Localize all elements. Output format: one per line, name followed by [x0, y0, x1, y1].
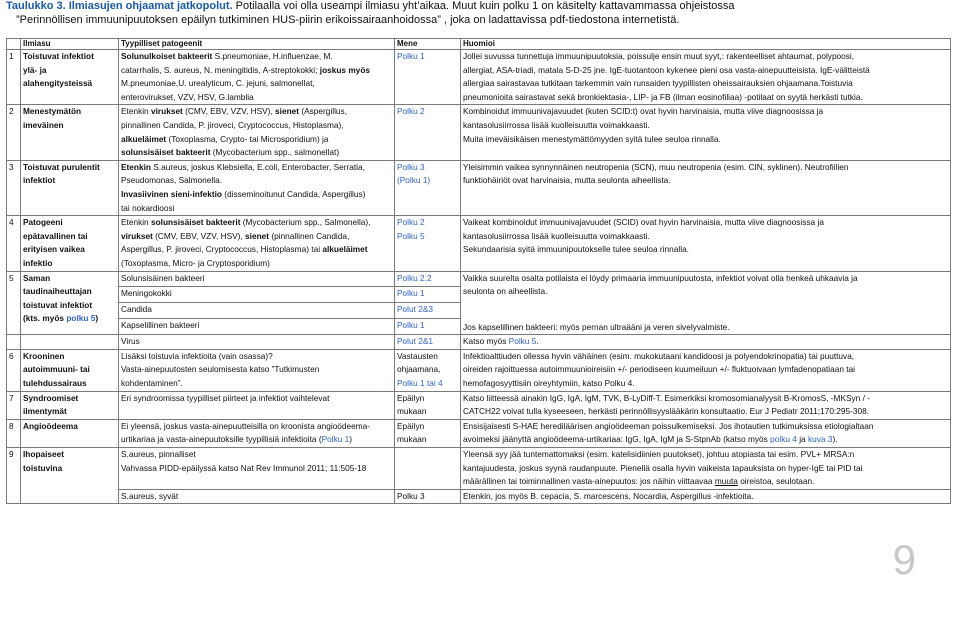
- pat-text: Etenkin: [121, 106, 149, 117]
- ilmiasu-line: epätavallinen tai: [23, 230, 88, 241]
- paths-table: [6, 38, 951, 504]
- pat-text: urtikariaa ja vasta-ainepuutoksille tyypillisiä infektioita (: [121, 434, 322, 445]
- row-patogeenit: [119, 50, 395, 105]
- row-ilmiasu: [21, 391, 119, 419]
- ilmiasu-line: Ihopaiseet: [23, 449, 65, 460]
- row-patogeenit: [119, 349, 395, 391]
- row-huomioi: [461, 391, 951, 419]
- sub-mene: [395, 271, 461, 287]
- pat-bold: virukset: [121, 230, 153, 241]
- sub-mene: [395, 319, 461, 335]
- pat-bold: sienet: [272, 106, 300, 117]
- polku-link[interactable]: Polku 1: [397, 320, 425, 331]
- pat-text: Lisäksi toistuvia infektioita (vain osassa)?: [121, 350, 273, 361]
- row-patogeenit: Eri syndroomissa tyypilliset piirteet ja infektiot vaihtelevat: [119, 391, 395, 419]
- pat-text: (Aspergillus,: [299, 106, 348, 117]
- ilmiasu-line: ilmentymät: [23, 406, 67, 417]
- ilmiasu-line: taudinaiheuttajan: [23, 286, 92, 297]
- mene-text: Vastausten: [397, 350, 438, 361]
- huom-line: Yleensä syy jää tuntemattomaksi (esim. katelisidiinien puutokset), johtuu atopiasta tai esim. PVL+ MRSA:n: [463, 449, 855, 460]
- sub-mene: [395, 335, 461, 350]
- huom-line: Jos kapselillinen bakteeri: myös pernan ultraääni ja veren sivelyvalmiste.: [463, 321, 730, 332]
- table-row: [7, 160, 951, 215]
- polku-link[interactable]: Polku 3: [397, 161, 425, 172]
- ilmiasu-line: infektio: [23, 257, 53, 268]
- sub-patogeeni: Candida: [119, 303, 395, 319]
- row-huomioi: [461, 448, 951, 490]
- row-patogeenit: [119, 448, 395, 490]
- row-number: 3: [7, 160, 21, 215]
- ilmiasu-line: toistuvat infektiot: [23, 299, 93, 310]
- header-ilmiasu: Ilmiasu: [21, 39, 119, 50]
- pat-text: S.aureus, joskus Klebsiella, E.coli, Enterobacter, Serratia,: [150, 161, 365, 172]
- page-number: 9: [892, 536, 916, 583]
- row-number: 6: [7, 349, 21, 391]
- header-huomioi: Huomioi: [461, 39, 951, 50]
- sub-mene: [395, 303, 461, 319]
- pat-bold: alkueläimet: [320, 244, 368, 255]
- row-ilmiasu: [21, 271, 119, 335]
- polku-link[interactable]: Polku 2.2: [397, 272, 432, 283]
- pat-text: (CMV, EBV, VZV, HSV),: [182, 106, 273, 117]
- ilmiasu-line: ): [95, 313, 99, 324]
- row-huomioi: Etenkin, jos myös B. cepacia, S. marcescens, Nocardia, Aspergillus -infektioita.: [461, 489, 951, 504]
- ilmiasu-line: (kts. myös: [23, 313, 65, 324]
- mene-text: mukaan: [397, 434, 427, 445]
- row-number: 2: [7, 105, 21, 160]
- pat-bold: Etenkin: [121, 161, 151, 172]
- pat-text: (pinnallinen Candida,: [269, 230, 350, 241]
- header-mene: Mene: [395, 39, 461, 50]
- sub-patogeeni: S.aureus, syvät: [119, 489, 395, 504]
- table-row: [7, 489, 951, 504]
- row-mene: [395, 50, 461, 105]
- row-ilmiasu: [21, 160, 119, 215]
- huom-line: oireiden rajoittuessa autoimmuunioireisiin +/- periodiseen kuumeiluun +/- fluktuoivaan lymfadenopatiaan tai: [463, 364, 856, 375]
- row-mene: [395, 419, 461, 447]
- row-ilmiasu-spacer: [21, 335, 119, 350]
- row-mene: [395, 349, 461, 391]
- sub-patogeeni: Meningokokki: [119, 287, 395, 303]
- polku-link[interactable]: Polku 5: [508, 336, 537, 347]
- pat-bold: Invasiivinen sieni-infektio: [121, 188, 222, 199]
- pat-text: S.aureus, pinnalliset: [121, 449, 196, 460]
- pat-text: Vasta-ainepuutosten seulomisesta katso ”Tutkimusten: [121, 364, 320, 375]
- pat-bold: Solunulkoiset bakteerit: [121, 51, 213, 61]
- pat-text: enterovirukset, VZV, HSV, G.lamblia: [121, 91, 254, 102]
- huom-line: Ensisijaisesti S-HAE herediläärisen angioödeeman poissulkemiseksi. Jos ihotautien tutkimuksissa etiologialtaan: [463, 420, 874, 431]
- pat-bold: virukset: [148, 106, 183, 117]
- intro-line-2: ”Perinnöllisen immuunipuutoksen epäilyn tutkiminen HUS-piirin erikoissairaanhoidossa” , joka on ladattavissa pdf-tiedostona internetistä.: [16, 14, 680, 26]
- pat-text: (CMV, EBV, VZV, HSV),: [152, 230, 243, 241]
- row-ilmiasu: [21, 419, 119, 447]
- ilmiasu-line: Menestymätön: [23, 106, 82, 117]
- ilmiasu-line: Syndroomiset: [23, 392, 79, 403]
- huom-line: määrällinen tai toiminnallinen vasta-ainepuutos: jos näihin viittaavaa: [463, 476, 713, 487]
- polku-link[interactable]: Polku 2: [397, 106, 425, 117]
- sub-patogeeni: Virus: [119, 335, 395, 350]
- pat-bold: alkueläimet: [121, 133, 167, 144]
- pat-text: Pseudomonas, Salmonella.: [121, 175, 223, 186]
- row-ilmiasu: [21, 216, 119, 271]
- table-row: [7, 391, 951, 419]
- huom-line: CATCH22 voivat tulla kyseeseen, herkästi perinnöllisyyslääkärin konsultaatio. Eur J Pediatr 2011;170:295-308.: [463, 406, 869, 417]
- row-huomioi: [461, 349, 951, 391]
- table-row: [7, 335, 951, 350]
- ilmiasu-line: ylä- ja: [23, 64, 47, 75]
- huom-underlined: muuta: [714, 476, 738, 487]
- row-huomioi: [461, 271, 951, 335]
- pat-text: Ei yleensä, joskus vasta-ainepuutteisilla on kroonista angioödeema-: [121, 420, 371, 431]
- pat-text: S.pneumoniae, H.influenzae, M.: [212, 51, 333, 61]
- pat-bold: sienet: [242, 230, 270, 241]
- table-title: [6, 0, 735, 13]
- huom-line: Jollei suvussa tunnettuja immuunipuutoksia, poissulje ensin muut syyt,: rakenteelliset ahtaumat, polypoosi,: [463, 51, 855, 61]
- huom-line: kantasolusiirrossa lisää kuolleisuutta voimakkaasti.: [463, 230, 650, 241]
- huom-line: .: [536, 336, 539, 347]
- huom-line: Vaikka suurelta osalta potilaista ei löydy primaaria immuunipuutosta, infektiot voivat olla henkeä uhkaavia ja: [463, 272, 858, 283]
- sub-patogeeni: Kapselillinen bakteeri: [119, 319, 395, 335]
- huom-line: Katso liitteessä ainakin IgG, IgA, IgM, TVK, B-LyDiff-T. Esimerkiksi kromosomianalyysit B-KromosS, -MKSyn / -: [463, 392, 870, 403]
- row-ilmiasu: [21, 50, 119, 105]
- mene-text: ohjaamana,: [397, 364, 441, 375]
- row-patogeenit: [119, 419, 395, 447]
- row-patogeenit: [119, 216, 395, 271]
- ilmiasu-line: Angioödeema: [23, 420, 78, 431]
- polku-link[interactable]: Polut 2&3: [397, 304, 433, 315]
- sub-mene: Polku 3: [395, 489, 461, 504]
- ilmiasu-line: imeväinen: [23, 119, 64, 130]
- row-huomioi: [461, 160, 951, 215]
- huom-line: allergiaa sairastavaa tutkitaan tarkemmin vain runsaiden tyypillisten oheissairauksien ohjaamana.Toistuvia: [463, 78, 853, 89]
- pat-text: (Toxoplasma, Crypto- tai Microsporidium) ja: [166, 133, 329, 144]
- sub-patogeeni: Solunsisäinen bakteeri: [119, 271, 395, 287]
- ilmiasu-line: infektiot: [23, 175, 56, 186]
- table-title-rest: Potilaalla voi olla useampi ilmiasu yht’aikaa. Muut kuin polku 1 on käsitelty kattavammassa ohjeistossa: [232, 0, 735, 12]
- pat-text: ): [349, 434, 353, 445]
- row-huomioi: [461, 335, 951, 350]
- table-row: [7, 105, 951, 160]
- pat-text: Etenkin: [121, 217, 149, 228]
- pat-text: Vahvassa PIDD-epäilyssä katso Nat Rev Immunol 2011; 11:505-18: [121, 462, 367, 473]
- pat-text: (Mycobacterium spp., Salmonella),: [240, 217, 371, 228]
- polku-link[interactable]: Polut 2&1: [397, 336, 433, 347]
- mene-text: mukaan: [397, 406, 427, 417]
- intro-text: [6, 13, 679, 27]
- table-row: [7, 50, 951, 105]
- huom-line: seulonta on aiheellista.: [463, 286, 548, 297]
- pat-text: (Toxoplasma, Micro- ja Cryptosporidium): [121, 257, 270, 268]
- row-patogeenit: [119, 105, 395, 160]
- huom-line: Sekundaarisia syitä immuunipuutokselle tulee seuloa rinnalla.: [463, 244, 689, 255]
- pat-bold: solunsisäiset bakteerit: [148, 217, 241, 228]
- row-number: 7: [7, 391, 21, 419]
- header-patogeenit: Tyypilliset patogeenit: [119, 39, 395, 50]
- polku-link[interactable]: Polku 5: [397, 230, 425, 241]
- mene-text: Epäilyn: [397, 420, 425, 431]
- row-huomioi: [461, 105, 951, 160]
- huom-line: ).: [832, 434, 838, 445]
- pat-text: Aspergillus, P. jiroveci, Cryptococcus, Histoplasma) tai: [121, 244, 321, 255]
- huom-line: Vaikeat kombinoidut immuunivajavuudet (SCID) ovat hyvin harvinaisia, mutta viive diagnoosissa ja: [463, 217, 824, 228]
- polku-link[interactable]: Polku 1: [321, 434, 350, 445]
- pat-text: catarrhalis, S. aureus, N. meningitidis, A-streptokokki;: [121, 64, 318, 75]
- polku-link[interactable]: (Polku 1): [397, 175, 431, 186]
- table-title-bold: Taulukko 3. Ilmiasujen ohjaamat jatkopolut.: [6, 0, 233, 12]
- ilmiasu-line: tulehdussairaus: [23, 378, 87, 389]
- huom-line: allergiat, ASA-triadi, matala S-D-25 jne. IgE-tuotantoon kykenee pieni osa vasta-ainepuutteisista. IgE-välitteistä: [463, 64, 870, 75]
- row-mene: [395, 160, 461, 215]
- ilmiasu-line: autoimmuuni- tai: [23, 364, 90, 375]
- sub-mene: [395, 287, 461, 303]
- row-number: 5: [7, 271, 21, 335]
- huom-line: funktiohäiriöt ovat harvinaisia, mutta seulonta aiheellista.: [463, 175, 671, 186]
- huom-line: Kombinoidut immuunivajavuudet (kuten SCID:t) ovat hyvin harvinaisia, mutta viive diagnoosissa ja: [463, 106, 824, 117]
- row-huomioi: [461, 216, 951, 271]
- pat-bold: solunsisäiset bakteerit: [121, 147, 211, 158]
- polku-link[interactable]: Polku 2: [397, 217, 425, 228]
- row-number-spacer: [7, 335, 21, 350]
- row-ilmiasu: [21, 349, 119, 391]
- polku-link[interactable]: polku 4: [770, 434, 797, 445]
- row-mene: [395, 391, 461, 419]
- table-row: [7, 448, 951, 490]
- ilmiasu-line: Krooninen: [23, 350, 65, 361]
- huom-line: kantajuudesta, joskus syynä raudanpuute. Pienellä osalla hyvin vaikeista tapauksista on hyper-IgE tai PID tai: [463, 462, 863, 473]
- ilmiasu-line: Toistuvat purulentit: [23, 161, 100, 172]
- pat-text: tai nokardioosi: [121, 202, 175, 213]
- pat-text: (Mycobacterium spp., salmonellat): [210, 147, 340, 158]
- table-row: [7, 349, 951, 391]
- pat-text: pinnallinen Candida, P. jiroveci, Cryptococcus, Histoplasma),: [121, 119, 344, 130]
- row-number: 8: [7, 419, 21, 447]
- huom-line: Yleisimmin vaikea synnynnäinen neutropenia (SCN), muu neutropenia (esim. CIN, syklinen). Neutrofiilien: [463, 161, 849, 172]
- figure-link[interactable]: kuva 3: [807, 434, 833, 445]
- row-ilmiasu: [21, 105, 119, 160]
- pat-text: kohdentaminen”.: [121, 378, 183, 389]
- huom-line: ja: [796, 434, 806, 445]
- pat-text: M.pneumoniae,U. urealyticum, C. jejuni, salmonellat,: [121, 78, 315, 89]
- row-mene: [395, 216, 461, 271]
- huom-line: kantasolusiirrossa lisää kuolleisuutta voimakkaasti.: [463, 119, 650, 130]
- row-huomioi: [461, 419, 951, 447]
- polku-link[interactable]: Polku 1: [397, 288, 425, 299]
- huom-line: avoimeksi jäänyttä angioödeema-urtikariaa: IgG, IgA, IgM ja S-StpnAb (katso myös: [463, 434, 768, 445]
- ilmiasu-line: Saman: [23, 272, 51, 283]
- row-number: 9: [7, 448, 21, 504]
- huom-line: hemofagosyyttisiin oireyhtymiin, katso Polku 4.: [463, 378, 635, 389]
- mene-text: Epäilyn: [397, 392, 425, 403]
- ilmiasu-line: alahengitysteissä: [23, 78, 93, 89]
- pat-text: (disseminoitunut Candida, Aspergillus): [221, 188, 366, 199]
- row-huomioi: [461, 50, 951, 105]
- row-mene: [395, 105, 461, 160]
- huom-line: Infektioalttiuden ollessa hyvin vähäinen (esim. mukokutaani kandidoosi ja polyendokrinopatia) tai puuttuva,: [463, 350, 855, 361]
- huom-line: oireistoa, seulotaan.: [737, 476, 815, 487]
- row-patogeenit: [119, 160, 395, 215]
- table-row: [7, 216, 951, 271]
- row-mene: [395, 448, 461, 490]
- header-num: [7, 39, 21, 50]
- row-number: 4: [7, 216, 21, 271]
- ilmiasu-line: erityisen vaikea: [23, 244, 85, 255]
- table-row: [7, 419, 951, 447]
- row-ilmiasu: [21, 448, 119, 504]
- huom-line: Katso myös: [463, 336, 507, 347]
- polku-link[interactable]: polku 5: [66, 313, 96, 324]
- polku-link[interactable]: Polku 1 tai 4: [397, 378, 443, 389]
- ilmiasu-line: Toistuvat infektiot: [23, 51, 94, 61]
- pat-bold: joskus myös: [317, 64, 371, 75]
- table-row: [7, 271, 951, 287]
- ilmiasu-line: toistuvina: [23, 462, 63, 473]
- row-number: 1: [7, 50, 21, 105]
- ilmiasu-line: Patogeeni: [23, 217, 63, 228]
- table-header-row: [7, 39, 951, 50]
- huom-line: Muita imeväisikäisen menestymättömyyden syitä tulee seuloa rinnalla.: [463, 133, 721, 144]
- polku-link[interactable]: Polku 1: [397, 51, 425, 61]
- huom-line: pneumonioita sairastavat sekä bronkiektasia-, LIP- ja FB (ilman eosinofiliaa) -potilaat on syytä herkästi tutkia.: [463, 91, 863, 102]
